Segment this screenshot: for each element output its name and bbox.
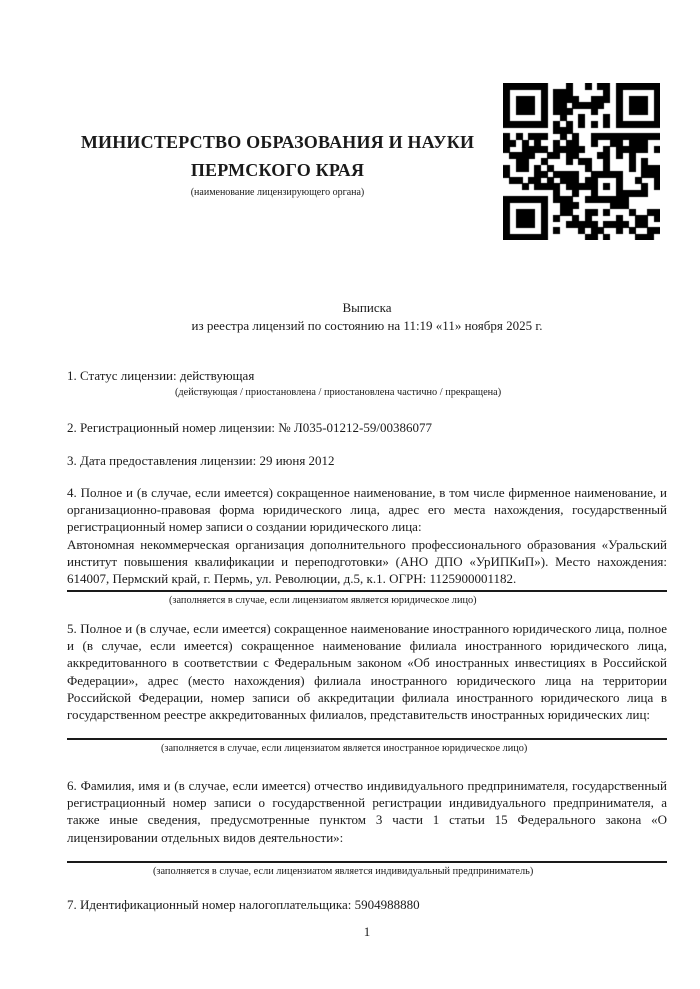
document-title [67,299,667,335]
individual-entrepreneur-label: 6. Фамилия, имя и (в случае, если имеется) отчество индивидуального предпринимателя, государственный регистрационный номер записи о государственной регистрации индивидуального предпринимателя, а также иные сведения, предусмотренные пунктом 3 части 1 статьи 15 Федерального закона «О лицензировании отдельных видов деятельности»: [67,778,667,845]
document-title-line2: из реестра лицензий по состоянию на 11:19 «11» ноября 2025 г. [191,318,543,333]
document-title-line1: Выписка [342,300,392,315]
authority-name-line1: МИНИСТЕРСТВО ОБРАЗОВАНИЯ И НАУКИ [80,132,475,152]
license-status-note: (действующая / приостановлена / приостановлена частично / прекращена) [175,387,502,399]
item-legal-entity [67,484,667,607]
item-grant-date [67,452,667,469]
item-foreign-entity [67,620,667,755]
item-license-status [67,367,667,399]
legal-entity-label: 4. Полное и (в случае, если имеется) сокращенное наименование, в том числе фирменное наименование, и организационно-правовая форма юридического лица, адрес его места нахождения, государственный регистрационный номер записи о создании юридического лица: [67,485,667,535]
license-status-text: 1. Статус лицензии: действующая [67,368,255,383]
licensing-authority-header [40,128,515,199]
qr-code-icon [503,83,660,240]
registration-number-text: 2. Регистрационный номер лицензии: № Л035-01212-59/00386077 [67,420,433,435]
foreign-entity-blank-line [67,723,667,740]
legal-entity-note: (заполняется в случае, если лицензиатом является юридическое лицо) [169,595,477,607]
authority-name-line2: ПЕРМСКОГО КРАЯ [190,160,365,180]
item-registration-number [67,419,667,436]
legal-entity-value: Автономная некоммерческая организация дополнительного профессионального образования «Уральский институт повышения квалификации и переподготовки» (АНО ДПО «УрИПКиП»). Место нахождения: 614007, Пермский край, г. Пермь, ул. Революции, д.5, к.1. ОГРН: 1125900001182. [67,536,667,587]
foreign-entity-label: 5. Полное и (в случае, если имеется) сокращенное наименование иностранного юридического лица, полное и (в случае, если имеется) сокращенное наименование филиала иностранного юридического лица, аккредитованного в соответствии с Федеральным законом «Об иностранных инвестициях в Российской Федерации», адрес (место нахождения) филиала иностранного юридического лица на территории Российской Федерации, номер записи об аккредитации филиала иностранного юридического лица в государственном реестре аккредитованных филиалов, представительств иностранных юридических лиц: [67,621,667,723]
grant-date-text: 3. Дата предоставления лицензии: 29 июня 2012 [67,453,335,468]
legal-entity-underline [67,590,667,592]
item-individual-entrepreneur [67,777,667,878]
individual-entrepreneur-blank-line [67,846,667,863]
authority-caption: (наименование лицензирующего органа) [190,187,365,198]
item-taxpayer-number [67,896,667,913]
taxpayer-number-text: 7. Идентификационный номер налогоплательщика: 5904988880 [67,897,420,912]
foreign-entity-note: (заполняется в случае, если лицензиатом является иностранное юридическое лицо) [161,743,528,755]
page-number: 1 [363,924,371,939]
individual-entrepreneur-note: (заполняется в случае, если лицензиатом является индивидуальный предприниматель) [153,865,534,877]
